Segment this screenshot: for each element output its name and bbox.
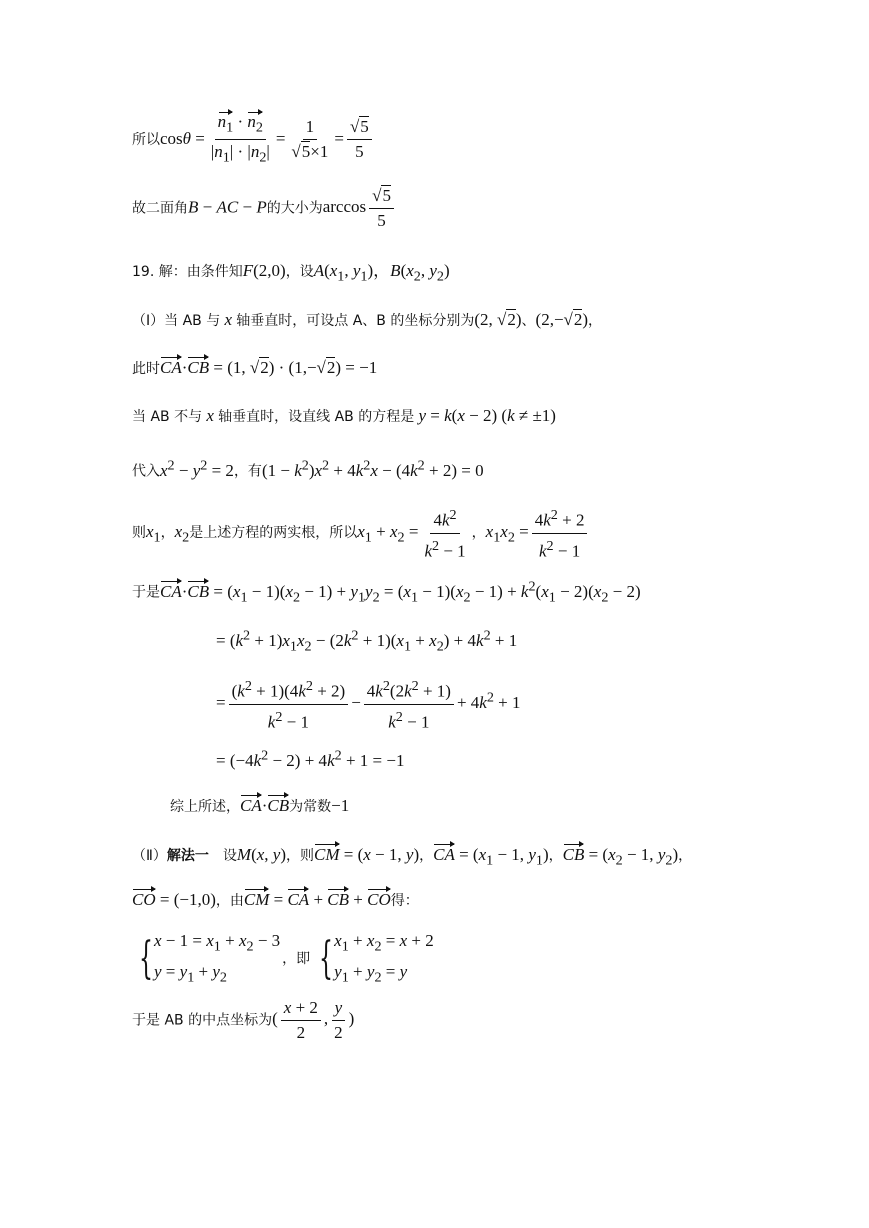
text-sep-2: ，: [548, 848, 563, 864]
formula-const: −1: [331, 796, 350, 815]
text-mid: 为常数: [289, 799, 332, 815]
formula-expand-4: = $(-4k^2 - 2) + 4k^2 + 1 = -1$: [216, 747, 405, 770]
line-conclusion: [170, 795, 349, 818]
line-part2-method1: [132, 844, 692, 871]
formula-midpoint: ( $\frac{x + 2}{2}$ , $\frac{y}{2}$ ): [272, 998, 355, 1042]
line-expand-3: [216, 676, 521, 732]
var-x: x: [224, 310, 233, 329]
formula-vec-cb: CB = ($x_2 - 1$, $y_2$): [562, 845, 679, 869]
text-prefix: 代入: [132, 463, 160, 480]
text-end: 得：: [390, 893, 419, 909]
line-midpoint: [132, 998, 354, 1043]
text-sep: 、: [521, 313, 536, 329]
text-mid3: ，: [471, 525, 486, 542]
line-not-vertical: [132, 405, 556, 428]
text-prefix: （Ⅱ）: [132, 848, 167, 864]
line-problem-19: [132, 260, 450, 287]
formula-expand-3: = $\frac{(k^2 + 1)(4k^2 + 2)}{k^2 - 1}$ − $\frac{4k^2(2k^2 + 1)}{k^2 - 1}$ + $4k^2 + 1$: [216, 678, 521, 732]
line-expand-4: [216, 744, 404, 772]
text-prefix: 19. 解：由条件知: [132, 264, 243, 280]
formula-angle: B − AC − P: [188, 197, 267, 217]
var-x: x: [206, 406, 214, 425]
formula-coord-b: (2,−√2): [535, 310, 589, 329]
text-prefix: 此时: [132, 361, 160, 377]
line-expand-1: [132, 575, 641, 608]
formula-expand-2: = $(k^2 + 1)x_1x_2 - (2k^2 + 1)(x_1 + x_2) + 4k^2 + 1$: [216, 627, 518, 655]
formula-system-2: { $x_1 + x_2 = x + 2$ $y_1 + y_2 = y$: [319, 931, 434, 986]
formula-line-eq: y = k(x − 2) (k ≠ ±1): [418, 406, 556, 425]
text-mid: ，即: [282, 951, 311, 968]
formula-quadratic: $(1 - k^2)x^2 + 4k^2x - (4k^2 + 2) = 0$: [261, 457, 484, 480]
formula-cos-theta: cosθ = $\frac{n_1 \cdot n_2}{|n_1| \cdot |n_2|}$ = $\frac{1}{√5\times 1}$ = $\frac{√5}{5}$: [160, 129, 375, 148]
method-label: 解法一: [166, 848, 209, 864]
text-mid: ，由: [215, 893, 244, 909]
line-vector-sum: [132, 889, 419, 912]
text-sep-1: ，: [419, 848, 434, 864]
formula-system-1: { $x - 1 = x_1 + x_2 - 3$ $y = y_1 + y_2$: [139, 931, 281, 986]
text-prefix: 综上所述，: [170, 799, 240, 815]
formula-sum: $x_1 + x_2$ = $\frac{4k^2}{k^2 - 1}$: [357, 507, 466, 561]
formula-vec-co: CO = (−1,0): [132, 890, 216, 909]
text-prefix: 则: [132, 525, 146, 542]
formula-vec-ca: CA = ($x_1 - 1$, $y_1$): [433, 845, 549, 869]
line-substitute: [132, 454, 484, 483]
text-prefix: （Ⅰ）当 AB 与: [132, 313, 221, 329]
text-mid: ，设: [285, 264, 314, 280]
line-vieta: [132, 505, 590, 561]
formula-vec-cm: CM = (x − 1, y): [314, 845, 420, 864]
formula-hyperbola: $x^2 - y^2 = 2$: [160, 457, 234, 480]
formula-arccos: arccos $\frac{√5}{5}$: [323, 197, 397, 216]
line-expand-2: [216, 624, 517, 657]
text-mid: 的大小为: [266, 200, 323, 217]
text-end: ，: [588, 313, 603, 329]
formula-product: $x_1x_2$ = $\frac{4k^2 + 2}{k^2 - 1}$: [486, 522, 591, 541]
text-prefix: 所以: [132, 131, 160, 148]
line-cos-theta: [132, 112, 375, 168]
text-prefix: 当 AB 不与: [132, 409, 203, 425]
formula-expand-1: $CA\cdot CB = (x_1 - 1)(x_2 - 1) + y_1y_2 = (x_1 - 1)(x_2 - 1) + k^2(x_1 - 2)(x_2 - 2)$: [160, 578, 641, 606]
text-mid: ，有: [233, 463, 262, 480]
text-mid1: ，: [160, 525, 175, 542]
text-mid: 轴垂直时，可设点 A、B 的坐标分别为: [236, 313, 475, 329]
formula-point-m: M(x, y): [236, 845, 286, 864]
formula-dot: CA·CB = (1, √2) · (1,−√2) = −1: [160, 358, 378, 377]
text-mid2: ，则: [286, 848, 314, 864]
text-prefix: 于是: [132, 584, 160, 601]
formula-vec-sum: CM = CA + CB + CO: [243, 890, 391, 909]
formula-focus: F(2,0): [242, 261, 286, 280]
line-part1-vertical: [132, 309, 602, 332]
formula-coord-a: (2, √2): [474, 310, 522, 329]
text-sep-3: ，: [678, 848, 693, 864]
line-dihedral-angle: [132, 186, 397, 231]
formula-dot-conclusion: CA·CB: [240, 796, 290, 815]
text-mid2: 是上述方程的两实根，所以: [189, 525, 358, 542]
text-prefix: 于是 AB 的中点坐标为: [132, 1012, 273, 1029]
text-mid1: 设: [222, 848, 237, 864]
formula-points: $A(x_1$, $y_1$)，$B(x_2$, $y_2$): [313, 261, 450, 285]
line-dot-product-vertical: [132, 357, 377, 380]
var-x2: $x_2$: [174, 522, 190, 546]
line-system: [132, 928, 434, 991]
var-x1: $x_1$: [146, 522, 161, 546]
text-mid: 轴垂直时，设直线 AB 的方程是: [218, 409, 415, 425]
text-prefix: 故二面角: [132, 200, 188, 217]
